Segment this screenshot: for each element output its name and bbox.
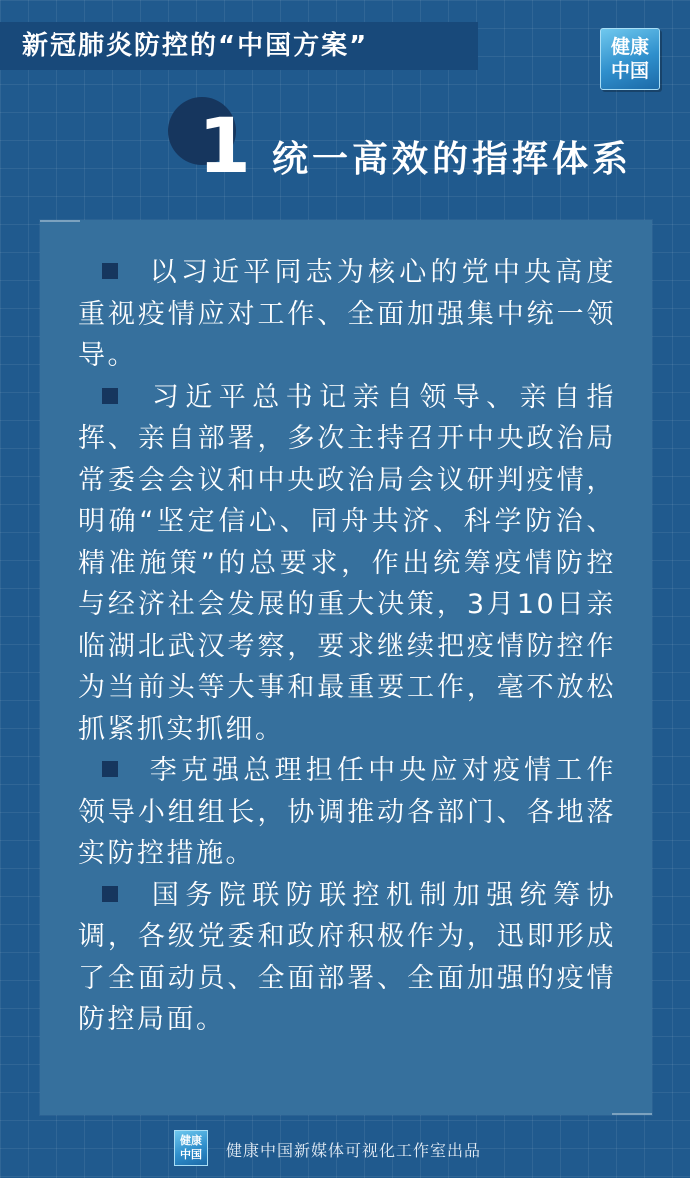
paragraph-text: 以习近平同志为核心的党中央高度重视疫情应对工作、全面加强集中统一领导。: [78, 257, 616, 371]
page-title: 新冠肺炎防控的“中国方案”: [0, 22, 478, 70]
health-china-logo: [600, 28, 660, 90]
footer: [0, 1130, 690, 1170]
paragraph-text: 国务院联防联控机制加强统筹协调，各级党委和政府积极作为，迅即形成了全面动员、全面部署、全面加强的疫情防控局面。: [78, 879, 616, 1035]
paragraph-list: [78, 252, 616, 1041]
paragraph: [78, 875, 616, 1041]
section-heading: 统一高效的指挥体系: [272, 139, 633, 180]
panel-corner-decoration: [40, 220, 80, 222]
square-bullet-icon: [102, 263, 118, 279]
section-number: 1: [198, 101, 251, 190]
paragraph-text: 习近平总书记亲自领导、亲自指挥、亲自部署，多次主持召开中央政治局常委会会议和中央政治局会议研判疫情，明确“坚定信心、同舟共济、科学防治、精准施策”的总要求，作出统筹疫情防控与经济社会发展的重大决策，3月10日亲临湖北武汉考察，要求继续把疫情防控作为当前头等大事和最重要工作，毫不放松抓紧抓实抓细。: [78, 381, 616, 745]
footer-credit: 健康中国新媒体可视化工作室出品: [226, 1141, 482, 1160]
square-bullet-icon: [102, 761, 118, 777]
paragraph: [78, 750, 616, 875]
paragraph: [78, 377, 616, 751]
footer-logo-line1: 健康: [180, 1134, 202, 1147]
logo-text-line2: 中国: [610, 60, 649, 82]
square-bullet-icon: [102, 886, 118, 902]
paragraph-text: 李克强总理担任中央应对疫情工作领导小组组长，协调推动各部门、各地落实防控措施。: [78, 755, 616, 869]
footer-logo: [174, 1130, 208, 1166]
square-bullet-icon: [102, 388, 118, 404]
logo-text-line1: 健康: [610, 36, 649, 58]
panel-corner-decoration: [612, 1113, 652, 1115]
paragraph: [78, 252, 616, 377]
footer-logo-line2: 中国: [180, 1148, 202, 1161]
